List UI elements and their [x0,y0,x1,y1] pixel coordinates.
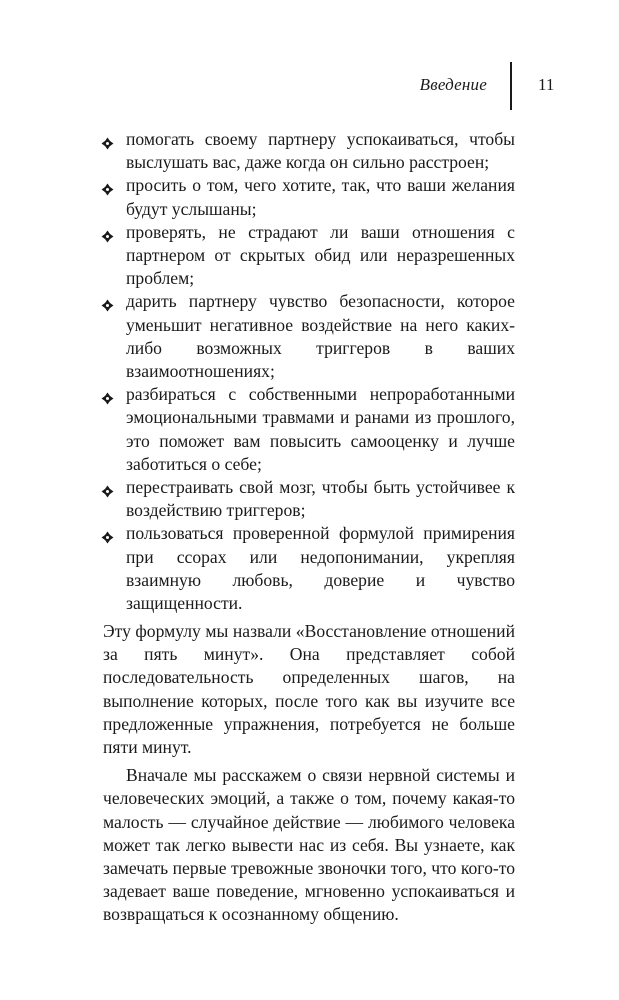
page-number: 11 [538,75,555,94]
fleuron-bullet-icon [101,392,114,405]
list-item [103,383,515,476]
paragraph: Вначале мы расскажем о связи нервной системы и человеческих эмоций, а также о том, почему какая-то малость — случайное действие — любимого человека может так легко вывести нас из себя. Вы узнаете, как замечать первые тревожные звоночки того, что кого-то задевает ваше поведение, мгновенно успокаиваться и возвращаться к осознанному общению. [103,765,515,925]
list-item-text: пользоваться проверенной формулой примирения при ссорах или недопонимании, укрепляя взаимную любовь, доверие и чувство защищенности. [126,523,515,614]
list-item-text: дарить партнеру чувство безопасности, которое уменьшит негативное воздействие на него каких-либо возможных триггеров в ваших взаимоотношениях; [126,291,515,382]
header-divider [510,62,512,110]
page-header [0,62,619,112]
list-item-text: разбираться с собственными непроработанными эмоциональными травмами и ранами из прошлого, это поможет вам повысить самооценку и лучше заботиться о себе; [126,384,515,474]
list-item [103,290,515,383]
body-text [103,620,515,932]
list-item [103,221,515,291]
list-item [103,476,515,522]
bullet-list [103,128,515,615]
running-title: Введение [419,75,487,94]
fleuron-bullet-icon [101,299,114,312]
fleuron-bullet-icon [101,230,114,243]
list-item [103,522,515,615]
list-item [103,128,515,174]
fleuron-bullet-icon [101,485,114,498]
list-item-text: перестраивать свой мозг, чтобы быть устойчивее к воздействию триггеров; [126,477,515,521]
list-item-text: проверять, не страдают ли ваши отношения с партнером от скрытых обид или неразрешенных проблем; [126,221,515,289]
list-item-text: просить о том, чего хотите, так, что ваши желания будут услышаны; [126,175,515,219]
fleuron-bullet-icon [101,531,114,544]
paragraph: Эту формулу мы назвали «Восстановление отношений за пять минут». Она представляет собой последовательность определенных шагов, на выполнение которых, после того как вы изучите все предложенные упражнения, потребуется не больше пяти минут. [103,621,515,758]
list-item-text: помогать своему партнеру успокаиваться, чтобы выслушать вас, даже когда он сильно расстроен; [126,129,515,173]
fleuron-bullet-icon [101,137,114,150]
list-item [103,174,515,220]
fleuron-bullet-icon [101,183,114,196]
